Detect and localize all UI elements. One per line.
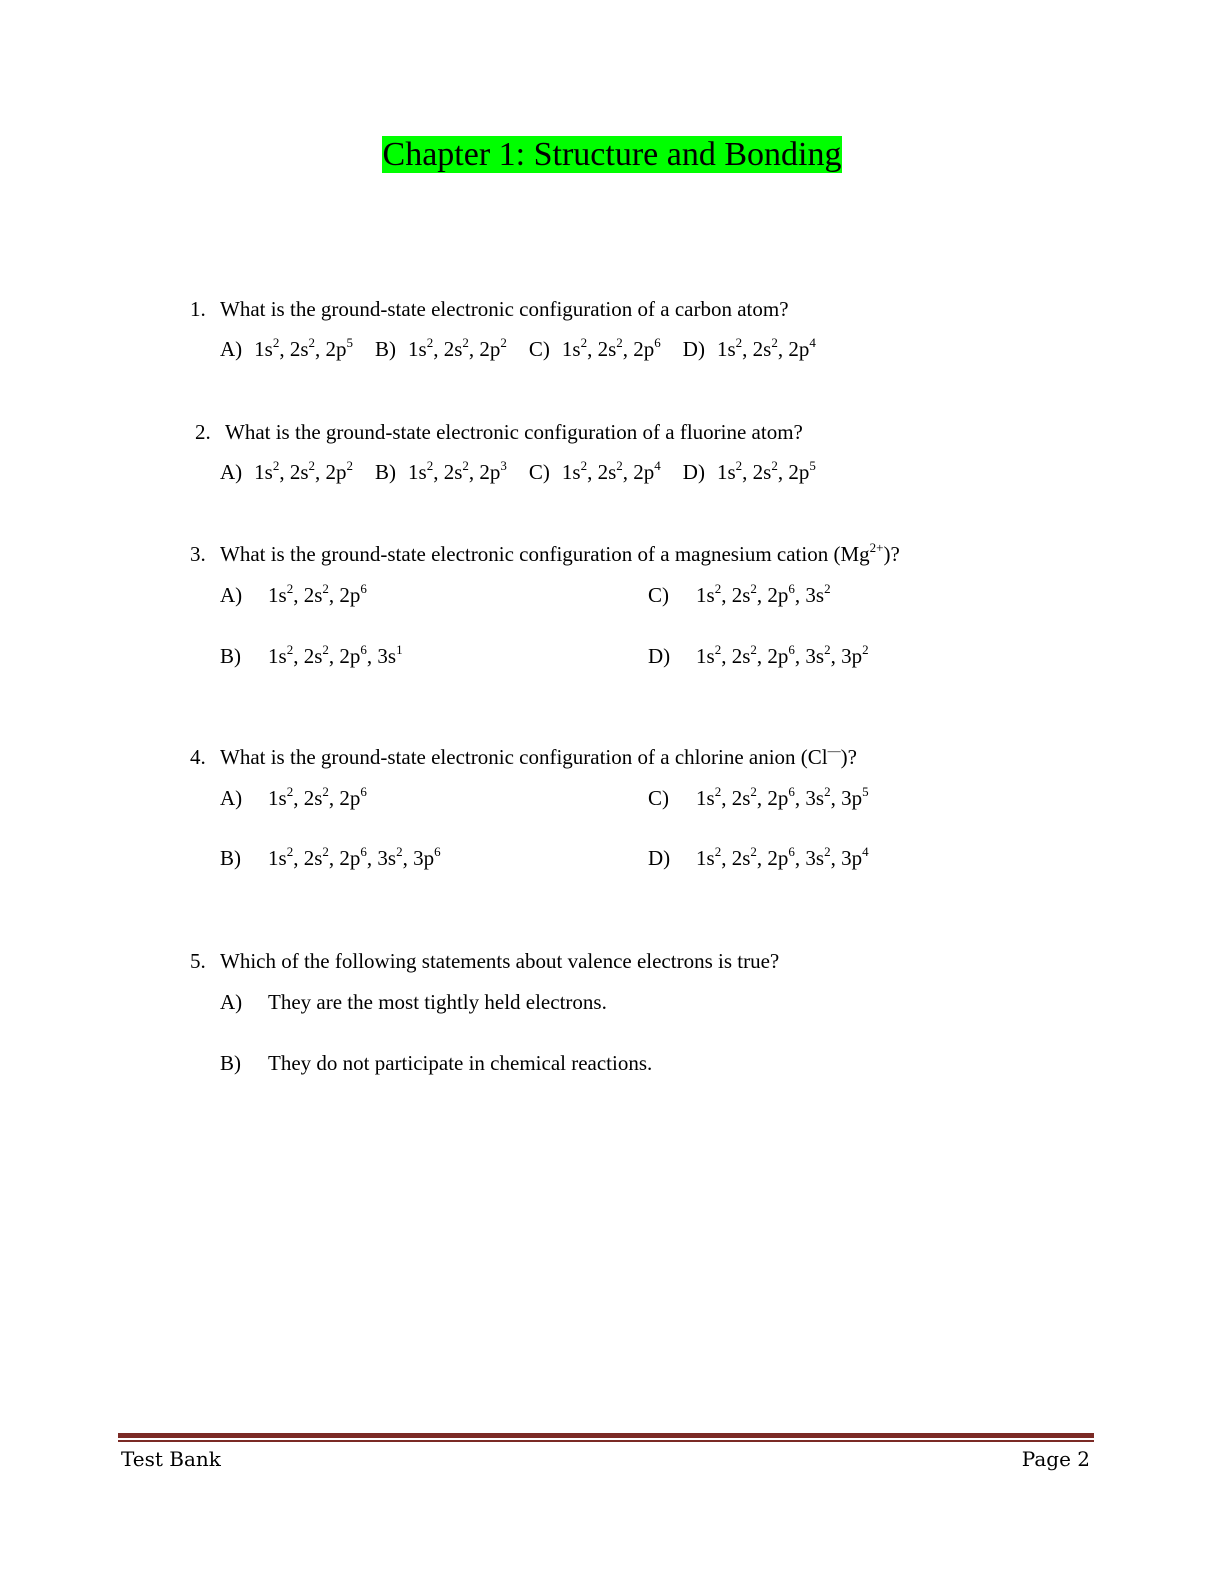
option-formula: $1s^2$, $2s^2$, $2p^4$ xyxy=(716,335,816,361)
orbital-term: 3p xyxy=(841,644,863,668)
orbital-term: 2p xyxy=(767,846,789,870)
electron-count: 6 xyxy=(360,581,367,596)
question-2 xyxy=(195,419,1095,485)
orbital-term: 3p xyxy=(413,846,435,870)
answer-option xyxy=(683,459,816,485)
orbital-term: 1s xyxy=(696,583,715,607)
electron-count: 2 xyxy=(322,642,329,657)
orbital-term: 1s xyxy=(696,644,715,668)
orbital-term: 2s xyxy=(289,460,309,484)
option-letter: A) xyxy=(220,990,243,1014)
option-letter: B) xyxy=(220,1051,241,1075)
electron-count: 5 xyxy=(809,458,816,473)
electron-count: 2 xyxy=(462,458,469,473)
options-row-2 xyxy=(190,845,1090,871)
option-letter: B) xyxy=(375,337,397,361)
electron-count: 2 xyxy=(308,458,316,473)
orbital-term: 1s xyxy=(268,846,287,870)
question-stem xyxy=(190,948,1090,974)
orbital-term: 2s xyxy=(443,460,463,484)
electron-count: 6 xyxy=(360,784,367,799)
answer-option xyxy=(529,336,661,362)
electron-count: 2 xyxy=(272,458,280,473)
electron-count: 2 xyxy=(580,458,588,473)
option-letter: C) xyxy=(528,337,550,361)
electron-count: 6 xyxy=(788,642,795,657)
electron-count: 2 xyxy=(286,642,294,657)
option-formula: $1s^2$, $2s^2$, $2p^6$, $3s^2$, $3p^4$ xyxy=(696,844,869,870)
question-text: Which of the following statements about valence electrons is true? xyxy=(220,949,780,973)
electron-count: 6 xyxy=(788,844,795,859)
option-letter: D) xyxy=(648,644,671,668)
electron-count: 2 xyxy=(824,642,831,657)
orbital-term: 1s xyxy=(408,337,427,361)
question-stem xyxy=(190,541,1090,567)
electron-count: 2 xyxy=(824,581,831,596)
orbital-term: 3s xyxy=(377,644,397,668)
electron-count: 6 xyxy=(788,581,795,596)
electron-count: 2 xyxy=(824,844,831,859)
orbital-term: 2p xyxy=(633,460,655,484)
electron-count: 2 xyxy=(426,335,434,350)
orbital-term: 2p xyxy=(479,337,501,361)
electron-count: 2 xyxy=(824,784,831,799)
option-formula: $1s^2$, $2s^2$, $2p^6$, $3s^2$, $3p^2$ xyxy=(696,642,869,668)
orbital-term: 2p xyxy=(767,644,789,668)
orbital-term: 2s xyxy=(443,337,463,361)
option-letter: D) xyxy=(648,846,671,870)
electron-count: 2 xyxy=(771,458,778,473)
electron-count: 6 xyxy=(360,642,367,657)
question-number: 4. xyxy=(190,745,206,769)
question-text: What is the ground-state electronic configuration of a carbon atom? xyxy=(220,297,789,321)
electron-count: 2 xyxy=(308,335,316,350)
orbital-term: 1s xyxy=(408,460,427,484)
footer-rule-thin xyxy=(118,1440,1094,1442)
electron-count: 5 xyxy=(862,784,869,799)
orbital-term: 2s xyxy=(752,460,772,484)
orbital-term: 2p xyxy=(339,583,361,607)
electron-count: 3 xyxy=(500,458,507,473)
question-stem xyxy=(195,419,1095,445)
answer-option xyxy=(220,845,441,871)
orbital-term: 2s xyxy=(303,583,323,607)
electron-count: 2 xyxy=(714,784,722,799)
answer-option xyxy=(648,643,869,669)
option-a xyxy=(190,989,1090,1015)
orbital-term: 2s xyxy=(731,583,751,607)
option-letter: C) xyxy=(528,460,550,484)
orbital-term: 3s xyxy=(805,583,825,607)
orbital-term: 2s xyxy=(289,337,309,361)
options-row-1 xyxy=(190,785,1090,811)
orbital-term: 2p xyxy=(788,460,810,484)
electron-count: 2 xyxy=(750,844,757,859)
electron-count: 2 xyxy=(500,335,507,350)
orbital-term: 2p xyxy=(339,786,361,810)
answer-option xyxy=(220,582,367,608)
orbital-term: 3s xyxy=(805,846,825,870)
option-letter: A) xyxy=(220,583,243,607)
orbital-term: 2s xyxy=(731,786,751,810)
question-stem xyxy=(190,296,1090,322)
electron-count: 4 xyxy=(654,458,661,473)
option-formula: $1s^2$, $2s^2$, $2p^3$ xyxy=(408,458,507,484)
option-formula: $1s^2$, $2s^2$, $2p^5$ xyxy=(254,335,354,361)
question-text: What is the ground-state electronic configuration of a fluorine atom? xyxy=(225,420,803,444)
option-formula: $1s^2$, $2s^2$, $2p^2$ xyxy=(254,458,354,484)
option-letter: C) xyxy=(648,583,669,607)
orbital-term: 2p xyxy=(325,460,347,484)
orbital-term: 3p xyxy=(841,786,863,810)
orbital-term: 1s xyxy=(561,460,581,484)
answer-option xyxy=(220,643,403,669)
orbital-term: 1s xyxy=(696,846,715,870)
orbital-term: 2s xyxy=(731,644,751,668)
question-text: What is the ground-state electronic configuration of a chlorine anion (Cl—)? xyxy=(220,743,857,769)
question-3 xyxy=(190,541,1090,669)
orbital-term: 2p xyxy=(633,337,655,361)
option-formula: $1s^2$, $2s^2$, $2p^6$, $3s^2$, $3p^5$ xyxy=(696,784,869,810)
electron-count: 2 xyxy=(462,335,469,350)
footer-left: Test Bank xyxy=(121,1447,221,1471)
option-letter: B) xyxy=(375,460,397,484)
option-letter: B) xyxy=(220,846,241,870)
orbital-term: 3s xyxy=(805,786,825,810)
option-text: They are the most tightly held electrons. xyxy=(268,990,607,1014)
options-row xyxy=(190,336,1090,362)
page-title-text: Chapter 1: Structure and Bonding xyxy=(382,136,842,173)
orbital-term: 2s xyxy=(303,846,323,870)
electron-count: 1 xyxy=(396,642,403,657)
option-text: They do not participate in chemical reactions. xyxy=(268,1051,653,1075)
electron-count: 2 xyxy=(735,335,743,350)
orbital-term: 2p xyxy=(339,644,361,668)
answer-option xyxy=(683,336,816,362)
orbital-term: 1s xyxy=(254,337,273,361)
options-row-2 xyxy=(190,643,1090,669)
orbital-term: 1s xyxy=(561,337,581,361)
orbital-term: 2s xyxy=(752,337,772,361)
orbital-term: 2p xyxy=(788,337,810,361)
electron-count: 4 xyxy=(809,335,816,350)
page-title xyxy=(0,134,1224,176)
electron-count: 6 xyxy=(360,844,367,859)
orbital-term: 2p xyxy=(339,846,361,870)
electron-count: 2 xyxy=(735,458,743,473)
electron-count: 2 xyxy=(286,581,294,596)
option-letter: A) xyxy=(220,460,243,484)
electron-count: 2 xyxy=(750,642,757,657)
options-row xyxy=(195,459,1095,485)
answer-option xyxy=(648,785,869,811)
orbital-term: 2p xyxy=(767,583,789,607)
electron-count: 2 xyxy=(322,581,329,596)
electron-count: 2 xyxy=(616,458,623,473)
electron-count: 2 xyxy=(580,335,588,350)
answer-option xyxy=(220,459,353,485)
option-letter: D) xyxy=(682,337,705,361)
electron-count: 2 xyxy=(286,784,294,799)
orbital-term: 1s xyxy=(268,583,287,607)
electron-count: 2 xyxy=(750,581,757,596)
electron-count: 6 xyxy=(654,335,661,350)
question-5 xyxy=(190,948,1090,1076)
footer-rule xyxy=(118,1433,1094,1438)
question-number: 5. xyxy=(190,949,206,973)
answer-option xyxy=(375,336,507,362)
option-formula: $1s^2$, $2s^2$, $2p^6$ xyxy=(561,335,661,361)
option-b xyxy=(190,1050,1090,1076)
electron-count: 6 xyxy=(788,784,795,799)
electron-count: 2 xyxy=(396,844,403,859)
option-letter: D) xyxy=(682,460,705,484)
electron-count: 2 xyxy=(750,784,757,799)
electron-count: 2 xyxy=(616,335,623,350)
orbital-term: 1s xyxy=(268,644,287,668)
footer-right: Page 2 xyxy=(1021,1447,1090,1471)
electron-count: 2 xyxy=(714,844,722,859)
answer-option xyxy=(648,582,831,608)
option-formula: $1s^2$, $2s^2$, $2p^2$ xyxy=(408,335,507,361)
electron-count: 2 xyxy=(771,335,778,350)
electron-count: 2 xyxy=(286,844,294,859)
electron-count: 2 xyxy=(714,581,722,596)
question-stem xyxy=(190,744,1090,770)
electron-count: 5 xyxy=(346,335,354,350)
orbital-term: 2s xyxy=(597,337,617,361)
option-formula: $1s^2$, $2s^2$, $2p^6$ xyxy=(268,784,367,810)
electron-count: 2 xyxy=(426,458,434,473)
answer-option xyxy=(529,459,661,485)
option-formula: $1s^2$, $2s^2$, $2p^4$ xyxy=(561,458,661,484)
electron-count: 2 xyxy=(862,642,869,657)
orbital-term: 1s xyxy=(254,460,273,484)
option-formula: $1s^2$, $2s^2$, $2p^5$ xyxy=(716,458,816,484)
option-formula: $1s^2$, $2s^2$, $2p^6$ xyxy=(268,581,367,607)
answer-option xyxy=(375,459,507,485)
options-row-1 xyxy=(190,582,1090,608)
electron-count: 4 xyxy=(862,844,869,859)
option-letter: A) xyxy=(220,337,243,361)
electron-count: 2 xyxy=(714,642,722,657)
orbital-term: 2s xyxy=(303,786,323,810)
electron-count: 2 xyxy=(272,335,280,350)
electron-count: 2 xyxy=(322,784,329,799)
answer-option xyxy=(220,785,367,811)
orbital-term: 2s xyxy=(731,846,751,870)
question-number: 2. xyxy=(195,420,211,444)
electron-count: 6 xyxy=(434,844,441,859)
option-letter: A) xyxy=(220,786,243,810)
orbital-term: 1s xyxy=(268,786,287,810)
option-formula: $1s^2$, $2s^2$, $2p^6$, $3s^2$ xyxy=(696,581,831,607)
orbital-term: 2p xyxy=(479,460,501,484)
orbital-term: 1s xyxy=(716,460,736,484)
option-formula: $1s^2$, $2s^2$, $2p^6$, $3s^2$, $3p^6$ xyxy=(268,844,441,870)
answer-option xyxy=(220,336,353,362)
orbital-term: 3p xyxy=(841,846,863,870)
orbital-term: 1s xyxy=(696,786,715,810)
orbital-term: 1s xyxy=(716,337,736,361)
option-letter: C) xyxy=(648,786,669,810)
orbital-term: 2s xyxy=(303,644,323,668)
orbital-term: 3s xyxy=(377,846,397,870)
electron-count: 2 xyxy=(322,844,329,859)
orbital-term: 2s xyxy=(597,460,617,484)
question-1 xyxy=(190,296,1090,362)
electron-count: 2 xyxy=(346,458,354,473)
question-4 xyxy=(190,744,1090,871)
answer-option xyxy=(648,845,869,871)
orbital-term: 2p xyxy=(325,337,347,361)
question-number: 1. xyxy=(190,297,206,321)
orbital-term: 3s xyxy=(805,644,825,668)
orbital-term: 2p xyxy=(767,786,789,810)
option-formula: $1s^2$, $2s^2$, $2p^6$, $3s^1$ xyxy=(268,642,403,668)
option-letter: B) xyxy=(220,644,241,668)
question-number: 3. xyxy=(190,542,206,566)
question-text: What is the ground-state electronic configuration of a magnesium cation $(Mg^{2+})$? xyxy=(220,540,900,566)
